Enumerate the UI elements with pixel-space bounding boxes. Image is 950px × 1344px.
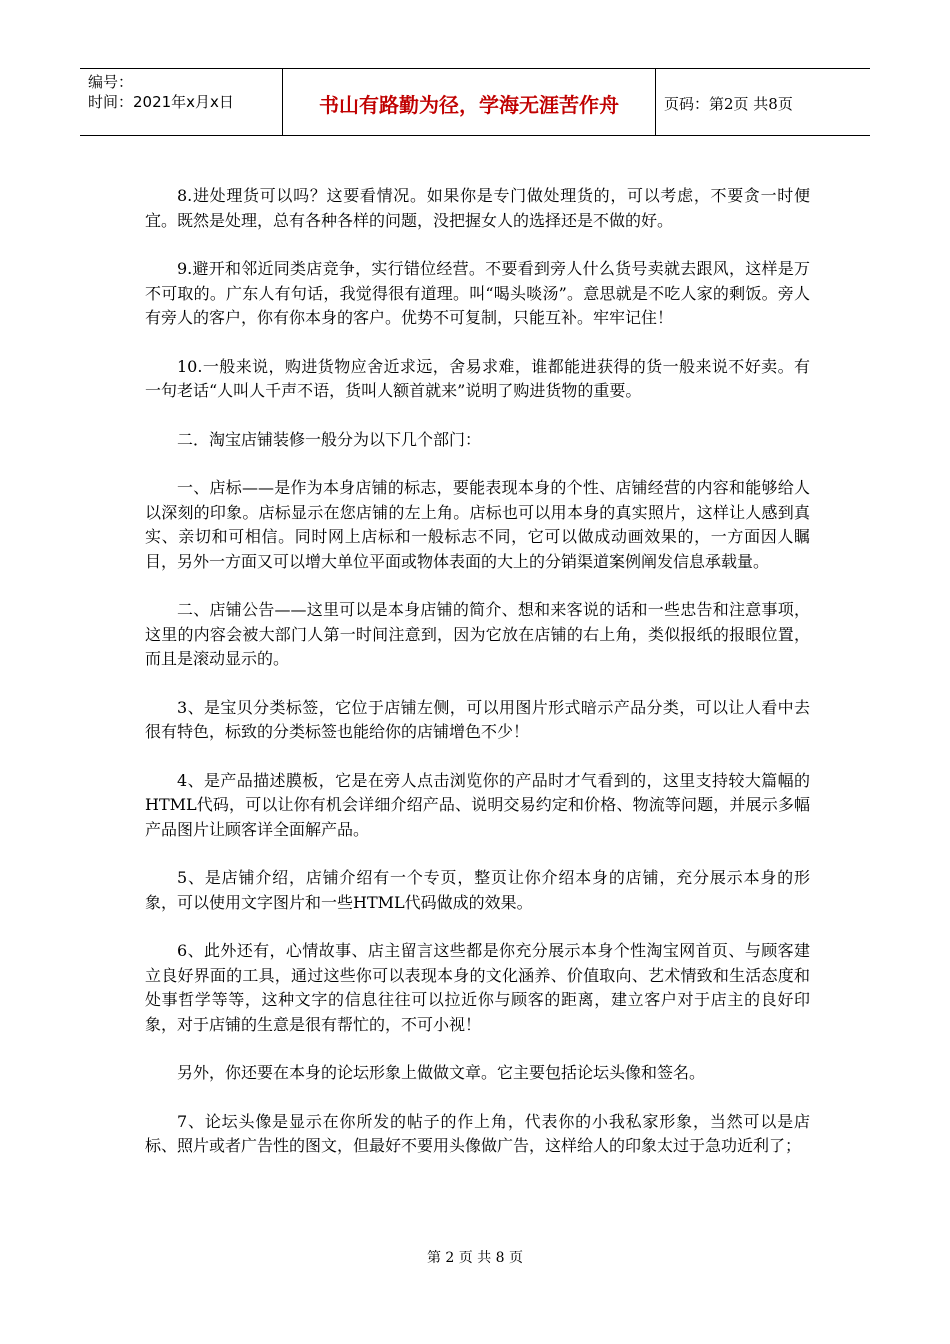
paragraph: 7、论坛头像是显示在你所发的帖子的作上角，代表你的小我私家形象，当然可以是店标、照片或者广告性的图文，但最好不要用头像做广告，这样给人的印象太过于急功近利了； bbox=[145, 1111, 810, 1155]
paragraph: 5、是店铺介绍，店铺介绍有一个专页，整页让你介绍本身的店铺，充分展示本身的形象，可以使用文字图片和一些HTML代码做成的效果。 bbox=[145, 868, 810, 912]
header-page-info: 页码：第2页 共8页 bbox=[664, 94, 793, 113]
page-footer: 第 2 页 共 8 页 bbox=[426, 1250, 524, 1266]
paragraph: 二、店铺公告——这里可以是本身店铺的简介、想和来客说的话和一些忠告和注意事项，这里的内容会被大部门人第一时间注意到，因为它放在店铺的右上角，类似报纸的报眼位置，而且是滚动显示的。 bbox=[145, 600, 810, 668]
paragraph: 6、此外还有，心情故事、店主留言这些都是你充分展示本身个性淘宝网首页、与顾客建立良好界面的工具，通过这些你可以表现本身的文化涵养、价值取向、艺术情致和生活态度和处事哲学等等，这种文字的信息往往可以拉近你与顾客的距离，建立客户对于店主的良好印象，对于店铺的生意是很有帮忙的，不可小视！ bbox=[145, 941, 810, 1034]
paragraph: 一、店标——是作为本身店铺的标志，要能表现本身的个性、店铺经营的内容和能够给人以深刻的印象。店标显示在您店铺的左上角。店标也可以用本身的真实照片，这样让人感到真实、亲切和可相信。同时网上店标和一般标志不同，它可以做成动画效果的，一方面因人瞩目，另外一方面又可以增大单位平面或物体表面的大上的分销渠道案例阐发信息承载量。 bbox=[145, 478, 810, 571]
page-header bbox=[80, 68, 870, 136]
paragraph: 10.一般来说，购进货物应舍近求远，舍易求难，谁都能进获得的货一般来说不好卖。有一句老话“人叫人千声不语，货叫人额首就来”说明了购进货物的重要。 bbox=[145, 356, 810, 400]
paragraph: 9.避开和邻近同类店竞争，实行错位经营。不要看到旁人什么货号卖就去跟风，这样是万不可取的。广东人有句话，我觉得很有道理。叫“喝头啖汤”。意思就是不吃人家的剩饭。旁人有旁人的客户，你有你本身的客户。优势不可复制，只能互补。牢牢记住！ bbox=[145, 259, 810, 327]
paragraph: 3、是宝贝分类标签，它位于店铺左侧，可以用图片形式暗示产品分类，可以让人看中去很有特色，标致的分类标签也能给你的店铺增色不少！ bbox=[145, 697, 810, 741]
header-number-label: 编号： bbox=[88, 73, 134, 91]
document-body bbox=[145, 184, 810, 1183]
header-meta bbox=[80, 69, 283, 135]
header-motto: 书山有路勤为径，学海无涯苦作舟 bbox=[283, 69, 656, 135]
paragraph: 另外，你还要在本身的论坛形象上做做文章。它主要包括论坛头像和签名。 bbox=[177, 1063, 706, 1082]
header-date-label: 时间：2021年x月x日 bbox=[88, 93, 234, 111]
paragraph: 8.进处理货可以吗？这要看情况。如果你是专门做处理货的，可以考虑，不要贪一时便宜。既然是处理，总有各种各样的问题，没把握女人的选择还是不做的好。 bbox=[145, 186, 810, 230]
paragraph: 4、是产品描述膜板，它是在旁人点击浏览你的产品时才气看到的，这里支持较大篇幅的HTML代码，可以让你有机会详细介绍产品、说明交易约定和价格、物流等问题，并展示多幅产品图片让顾客详全面解产品。 bbox=[145, 770, 810, 839]
section-heading: 二．淘宝店铺装修一般分为以下几个部门： bbox=[177, 429, 482, 449]
